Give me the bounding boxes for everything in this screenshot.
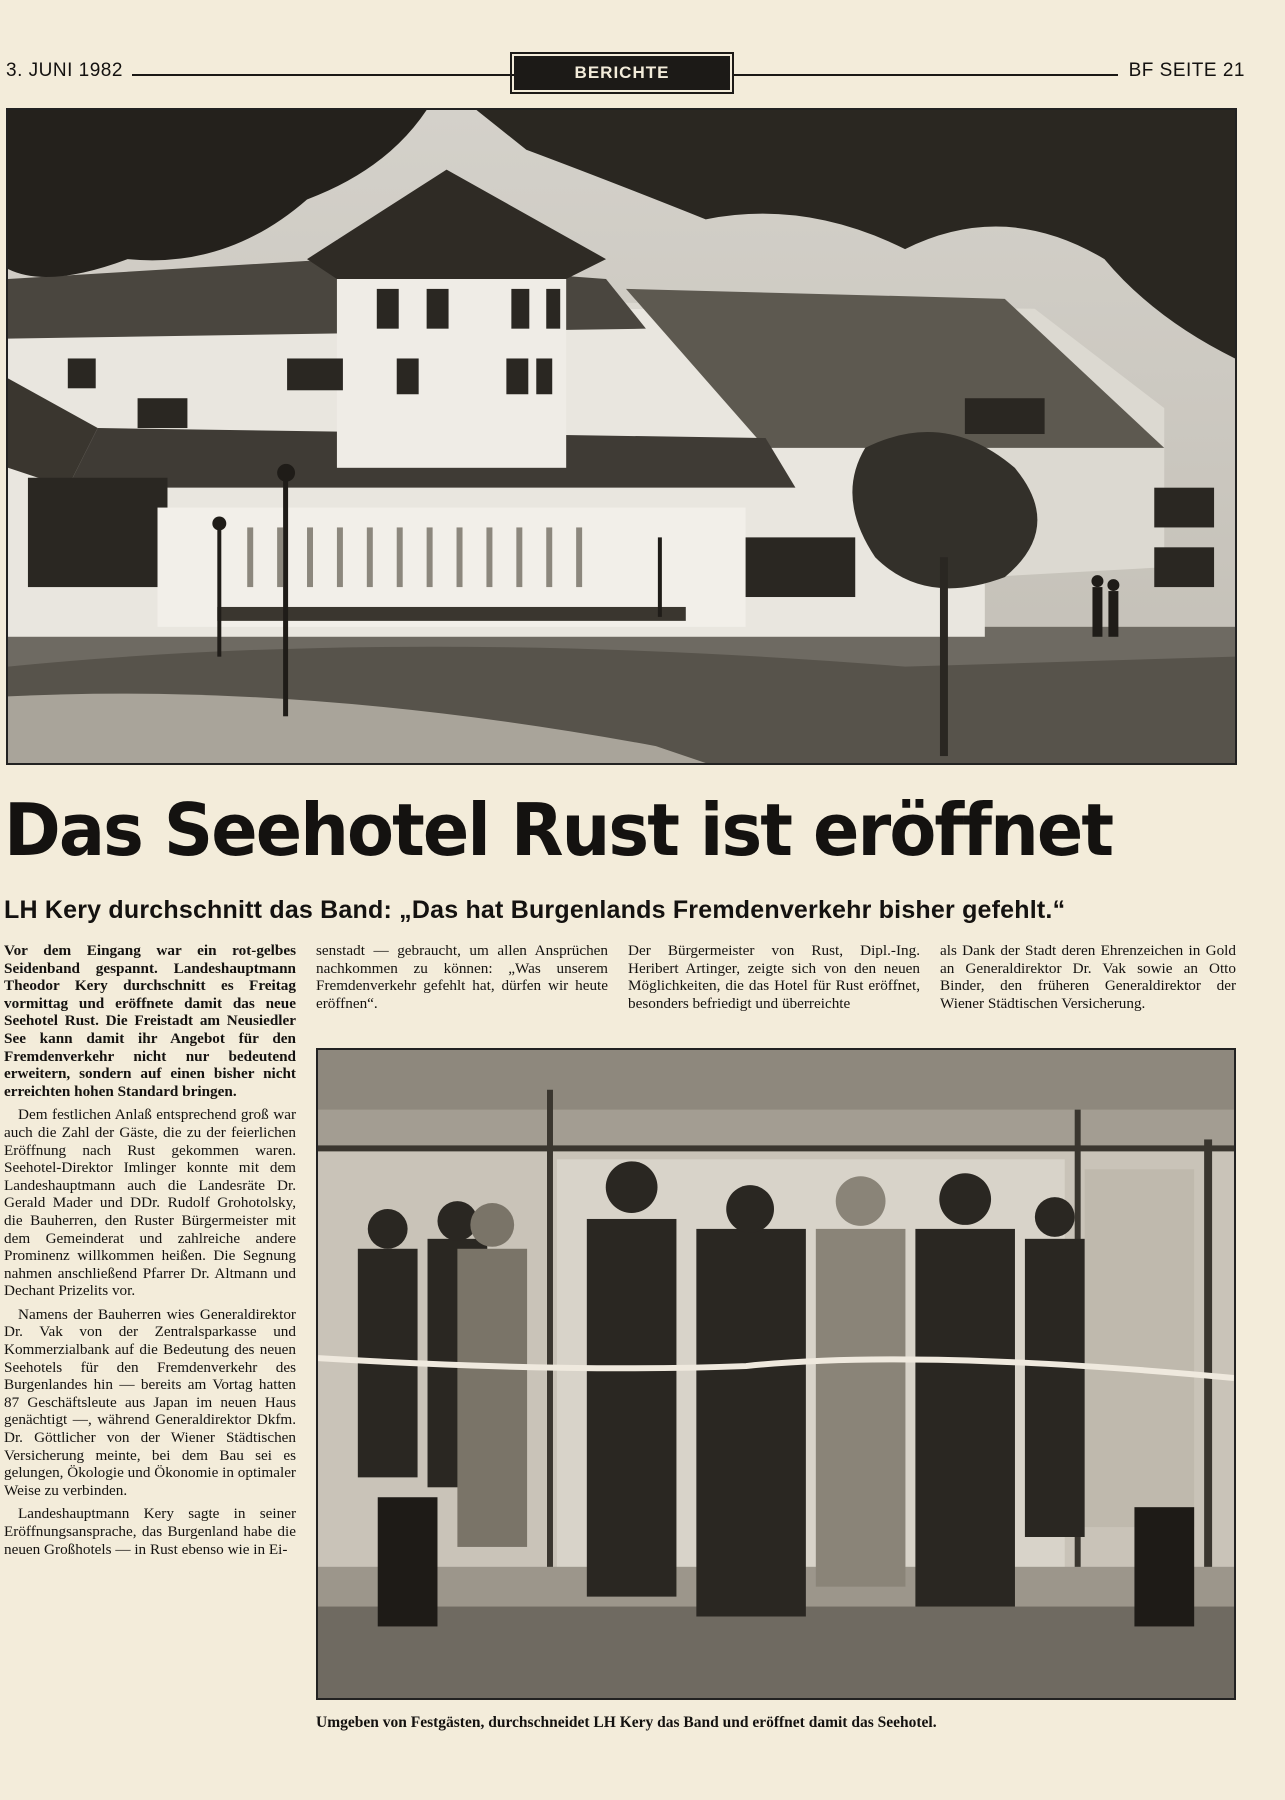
hotel-illustration	[8, 110, 1235, 763]
ribbon-cutting-photo	[316, 1048, 1236, 1700]
hotel-photo	[6, 108, 1237, 765]
article-paragraph: Der Bürgermeister von Rust, Dipl.-Ing. Heribert Artinger, zeigte sich von den neuen Möglichkeiten, die das Hotel für Rust eröffnet, besonders befriedigt und überreichte	[628, 942, 920, 1012]
photo-caption: Umgeben von Festgästen, durchschneidet LH Kery das Band und eröffnet damit das Seehotel.	[316, 1714, 937, 1731]
ribbon-cutting-illustration	[318, 1050, 1234, 1698]
article-paragraph: als Dank der Stadt deren Ehrenzeichen in Gold an Generaldirektor Dr. Vak sowie an Otto Binder, den früheren Generaldirektor der Wiener Städtischen Versicherung.	[940, 942, 1236, 1012]
page-number: BF SEITE 21	[1128, 60, 1245, 81]
article-lead: Vor dem Eingang war ein rot-gelbes Seidenband gespannt. Landeshauptmann Theodor Kery durchschnitt es Freitag vormittag und eröffnete damit das neue Seehotel Rust. Die Freistadt am Neusiedler See kann damit ihr Angebot für den Fremdenverkehr nicht nur bedeutend erweitern, sondern auf einen bisher nicht erreichten hohen Standard bringen.	[4, 942, 296, 1100]
subheadline: LH Kery durchschnitt das Band: „Das hat Burgenlands Fremdenverkehr bisher gefehlt.“	[4, 896, 1066, 924]
issue-date: 3. JUNI 1982	[6, 60, 123, 81]
article-column-4	[940, 942, 1236, 1018]
article-row	[316, 942, 920, 1012]
header-rule-left	[132, 74, 514, 76]
section-label: BERICHTE	[514, 56, 730, 90]
headline: Das Seehotel Rust ist eröffnet	[4, 788, 1113, 872]
article-paragraph: Namens der Bauherren wies Generaldirektor Dr. Vak von der Zentralsparkasse und Kommerzialbank auf die Bedeutung des neuen Seehotels für den Fremdenverkehr des Burgenlandes hin — bereits am Vortag hatten 87 Geschäftsleute aus Japan im neuen Haus genächtigt —, während Generaldirektor Dkfm. Dr. Göttlicher von der Wiener Städtischen Versicherung meinte, bei dem Bau sei es gelungen, Ökologie und Ökonomie in optimaler Weise zu verbinden.	[4, 1305, 296, 1499]
article-paragraph: Landeshauptmann Kery sagte in seiner Eröffnungsansprache, das Burgenland habe die neuen Großhotels — in Rust ebenso wie in Ei-	[4, 1505, 296, 1558]
header-rule-right	[734, 74, 1118, 76]
article-columns-upper	[316, 942, 920, 1012]
article-paragraph: senstadt — gebraucht, um allen Ansprüchen nachkommen zu können: „Was unserem Fremdenverkehr gefehlt hat, dürfen wir heute eröffnen“.	[316, 942, 608, 1012]
article-column-1	[4, 942, 296, 1564]
page-header	[0, 56, 1285, 92]
article-paragraph: Dem festlichen Anlaß entsprechend groß war auch die Zahl der Gäste, die zu der feierlichen Eröffnung nach Rust gekommen waren. Seehotel-Direktor Imlinger konnte mit dem Landeshauptmann auch die Landesräte Dr. Gerald Mader und DDr. Rudolf Grohotolsky, die Bauherren, den Ruster Bürgermeister mit dem Gemeinderat und zahlreiche andere Prominenz willkommen heißen. Die Segnung nahmen anschließend Pfarrer Dr. Altmann und Dechant Prizelits vor.	[4, 1106, 296, 1300]
